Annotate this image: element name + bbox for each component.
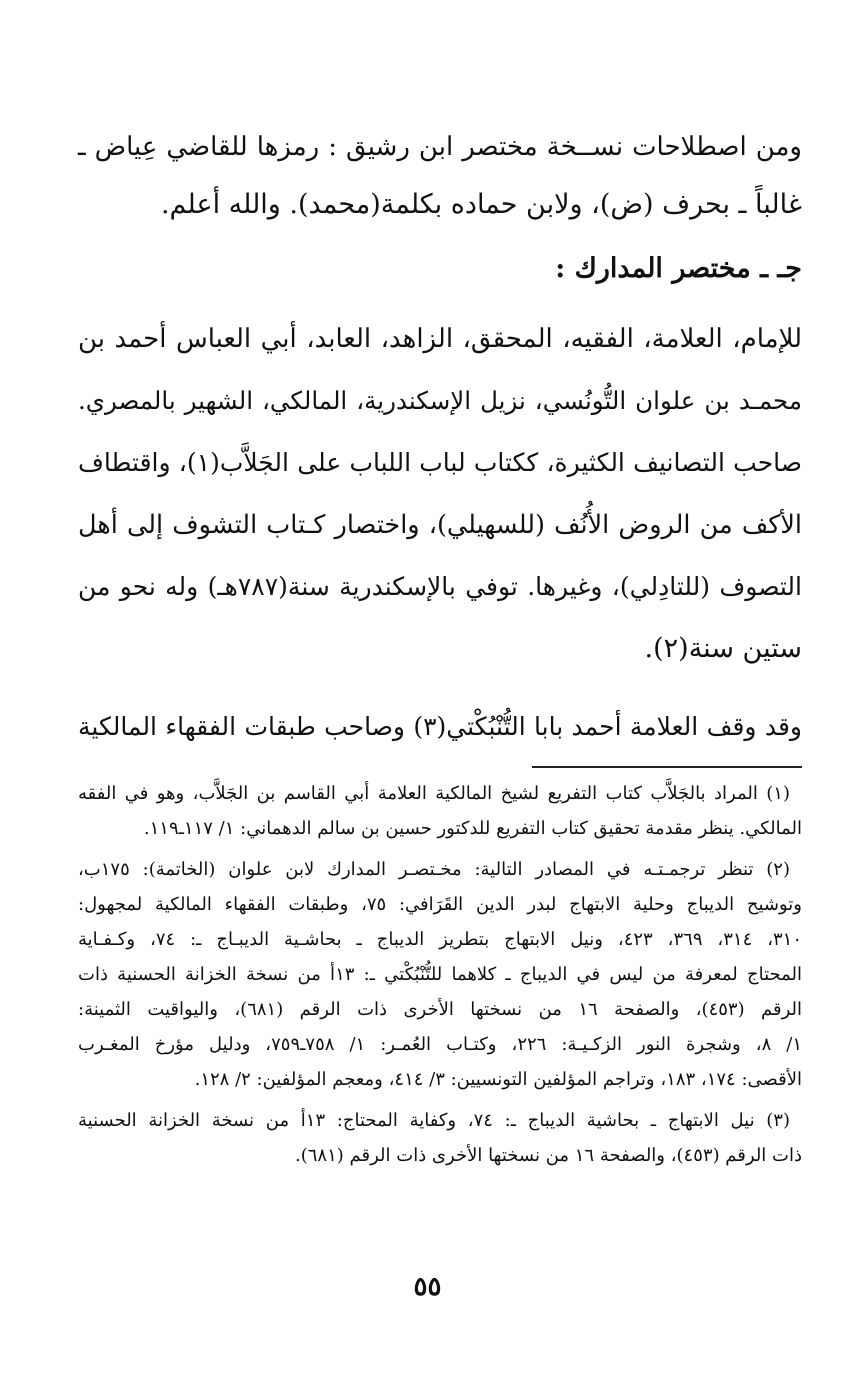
section-heading: جـ ـ مختصر المدارك : xyxy=(555,253,802,284)
footnote-line: ١/ ٨، وشجرة النور الزكـيـة: ٢٢٦، وكتـاب العُمـر: ١/ ٧٥٨ـ٧٥٩، ودليل مؤرخ المغـرب xyxy=(78,1034,802,1055)
text-line: محمـد بن علوان التُّونُسي، نزيل الإسكندرية، المالكي، الشهير بالمصري. xyxy=(78,386,802,415)
text-line: التصوف (للتادِلي)، وغيرها. توفي بالإسكندرية سنة(٧٨٧هـ) وله نحو من xyxy=(78,572,802,601)
text-line: غالباً ـ بحرف (ض)، ولابن حماده بكلمة(محمد). والله أعلم. xyxy=(160,189,802,220)
footnote-line: (١) المراد بالجَلاَّب كتاب التفريع لشيخ المالكية العلامة أبي القاسم بن الجَلاَّب، وهو في الفقه xyxy=(78,783,790,804)
footnotes xyxy=(78,776,802,1173)
footnote-line: الرقم (٤٥٣)، والصفحة ١٦ من نسختها الأخرى ذات الرقم (٦٨١)، واليواقيت الثمينة: xyxy=(78,999,803,1020)
paragraph-continuation xyxy=(78,698,802,756)
paragraph-biography xyxy=(78,308,802,680)
footnote-line: (٣) نيل الابتهاج ـ بحاشية الديباج ـ: ٧٤، وكفاية المحتاج: ١٣أ من نسخة الخزانة الحسنية xyxy=(78,1110,790,1131)
paragraph-abbreviations xyxy=(78,118,802,234)
footnote-line: المالكي. ينظر مقدمة تحقيق كتاب التفريع للدكتور حسين بن سالم الدهماني: ١/ ١١٧ـ١١٩. xyxy=(143,818,802,839)
footnote-line: ٣١٠، ٣١٤، ٣٦٩، ٤٢٣، ونيل الابتهاج بتطريز الديباج ـ بحاشـية الديبـاج ـ: ٧٤، وكـفـاية xyxy=(78,929,803,950)
footnote-1 xyxy=(78,776,802,846)
footnote-2 xyxy=(78,852,802,1097)
text-line: ومن اصطلاحات نســخة مختصر ابن رشيق : رمزها للقاضي عِياض ـ xyxy=(78,132,802,162)
footnote-3 xyxy=(78,1103,802,1173)
text-line: وقد وقف العلامة أحمد بابا التُّنْبُكْتي(٣) وصاحب طبقات الفقهاء المالكية xyxy=(78,712,802,741)
footnote-line: وتوشيح الديباج وحلية الابتهاج لبدر الدين القَرَافي: ٧٥، وطبقات الفقهاء المالكية لمجهول: xyxy=(78,894,802,915)
page-body xyxy=(78,118,803,1166)
text-line: للإمام، العلامة، الفقيه، المحقق، الزاهد، العابد، أبي العباس أحمد بن xyxy=(78,324,802,354)
page-number: ٥٥ xyxy=(413,1272,442,1302)
footnote-line: المحتاج لمعرفة من ليس في الديباج ـ كلاهما للتُّنْبُكْتي ـ: ١٣أ من نسخة الخزانة الحسنية ذات xyxy=(78,964,803,985)
footnote-line: ذات الرقم (٤٥٣)، والصفحة ١٦ من نسختها الأخرى ذات الرقم (٦٨١). xyxy=(295,1145,802,1166)
footnote-divider xyxy=(532,766,802,768)
text-line: ستين سنة(٢). xyxy=(644,633,802,664)
footnote-line: (٢) تنظر ترجمـتـه في المصادر التالية: مخـتصـر المدارك لابن علوان (الخاتمة): ١٧٥ب، xyxy=(78,859,790,880)
text-line: صاحب التصانيف الكثيرة، ككتاب لباب اللباب على الجَلاَّب(١)، واقتطاف xyxy=(78,448,802,477)
text-line: الأكف من الروض الأُنُف (للسهيلي)، واختصار كـتاب التشوف إلى أهل xyxy=(78,510,802,540)
footnote-line: الأقصى: ١٧٤، ١٨٣، وتراجم المؤلفين التونسيين: ٣/ ٤١٤، ومعجم المؤلفين: ٢/ ١٢٨. xyxy=(194,1069,802,1090)
